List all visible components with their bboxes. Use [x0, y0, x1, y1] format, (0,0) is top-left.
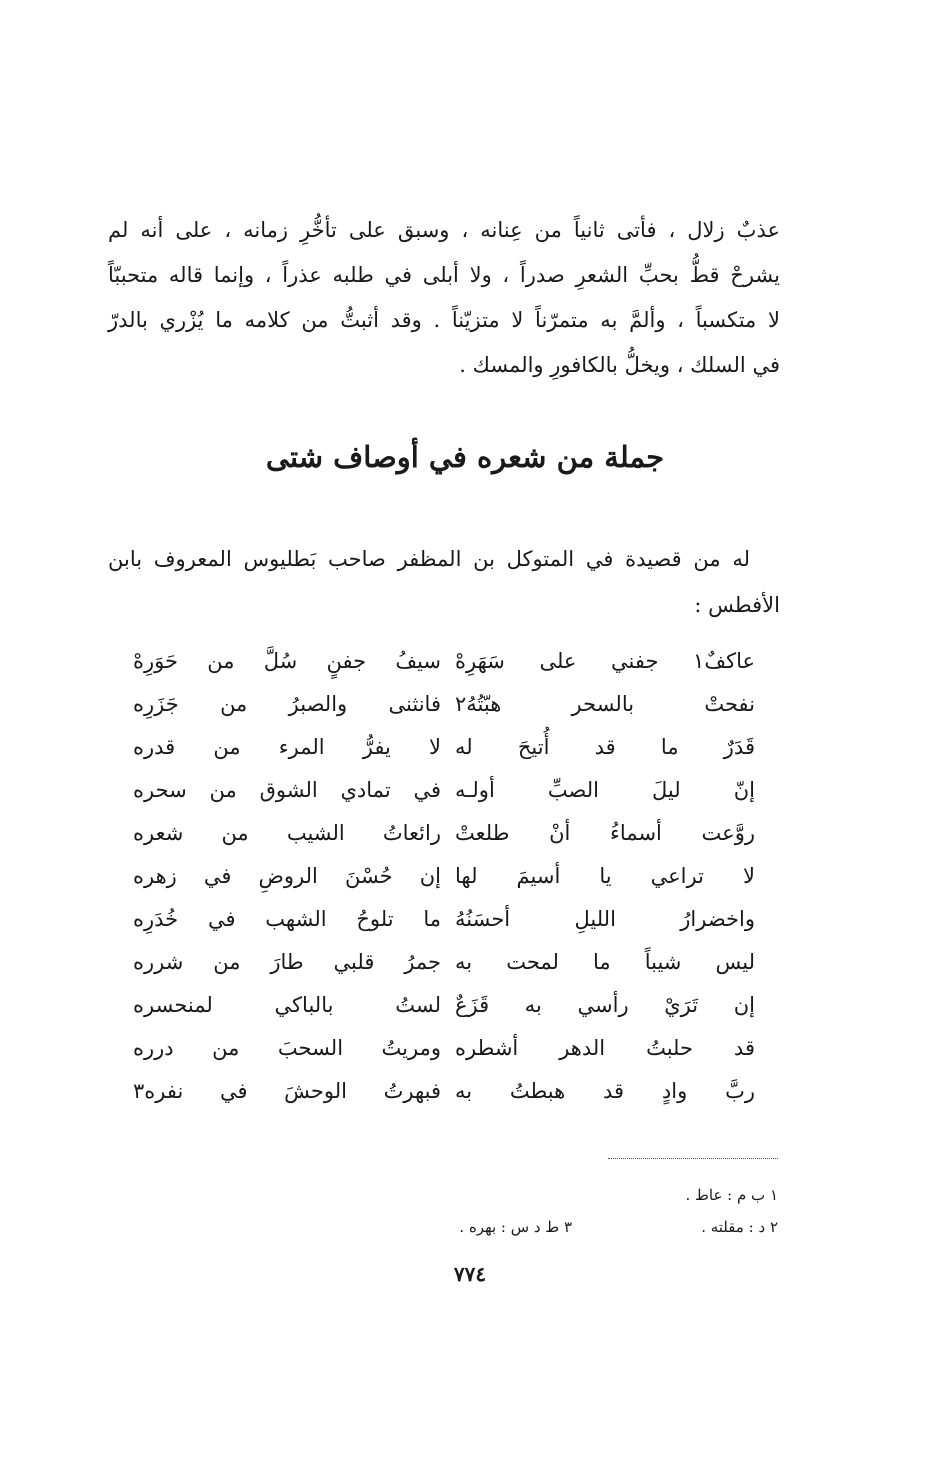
verse-first-hemistich: واخضرارُ الليلِ أحسَنُهُ: [455, 907, 755, 931]
section-heading: جملة من شعره في أوصاف شتى: [265, 440, 665, 474]
verse-first-hemistich: نفحتْ بالسحر هبّتُهُ٢: [455, 692, 755, 716]
verse: [133, 855, 755, 898]
verse: [133, 812, 755, 855]
verse-first-hemistich: قَدَرٌ ما قد أُتيحَ له: [455, 735, 755, 759]
verse: [133, 1070, 755, 1113]
verse-second-hemistich: ما تلوحُ الشهب في خُدَرِه: [133, 907, 441, 931]
verse: [133, 769, 755, 812]
verse-second-hemistich: لا يفرُّ المرء من قدره: [133, 735, 441, 759]
intro-line: الأفطس :: [694, 593, 780, 617]
verse-first-hemistich: إنّ ليلَ الصبِّ أولـه: [455, 778, 755, 802]
intro-paragraph: [108, 536, 780, 628]
verse-first-hemistich: لا تراعي يا أسيمَ لها: [455, 864, 755, 888]
prose-paragraph: [108, 208, 780, 388]
poem: [133, 640, 755, 1113]
verse-first-hemistich: إن تَرَيْ رأسي به قَزَعٌ: [455, 993, 755, 1017]
verse: [133, 640, 755, 683]
verse-first-hemistich: ليس شيباً ما لمحت به: [455, 950, 755, 974]
page-number: ٧٧٤: [453, 1262, 487, 1286]
verse-first-hemistich: روَّعت أسماءُ أنْ طلعتْ: [455, 821, 755, 845]
footnote-1: ١ ب م : عاط .: [685, 1186, 778, 1204]
prose-line: عذبٌ زلال ، فأتى ثانياً من عِنانه ، وسبق على تأخُّرِ زمانه ، على أنه لم: [108, 218, 780, 242]
prose-line: لا متكسباً ، وألمَّ به متمرّناً لا متزيّناً . وقد أثبتُّ من كلامه ما يُزْري بالدرّ: [108, 308, 780, 332]
verse-second-hemistich: رائعاتُ الشيب من شعره: [133, 821, 441, 845]
verse-first-hemistich: عاكفٌ١ جفني على سَهَرِهْ: [455, 649, 755, 673]
verse: [133, 726, 755, 769]
prose-line: في السلك ، ويخلُّ بالكافورِ والمسك .: [459, 353, 780, 377]
verse-first-hemistich: ربَّ وادٍ قد هبطتُ به: [455, 1079, 755, 1103]
footnote-3: ٣ ط د س : بهره .: [459, 1218, 572, 1236]
verse: [133, 941, 755, 984]
verse-second-hemistich: في تمادي الشوق من سحره: [133, 778, 441, 802]
verse-second-hemistich: ومريتُ السحبَ من درره: [133, 1036, 441, 1060]
verse-second-hemistich: فبهرتُ الوحشَ في نفره٣: [133, 1079, 441, 1103]
verse: [133, 1027, 755, 1070]
verse-second-hemistich: جمرُ قلبي طارَ من شرره: [133, 950, 441, 974]
verse: [133, 984, 755, 1027]
verse-second-hemistich: إن حُسْنَ الروضِ في زهره: [133, 864, 441, 888]
verse-second-hemistich: لستُ بالباكي لمنحسره: [133, 993, 441, 1017]
footnote-divider: [608, 1158, 778, 1159]
verse-second-hemistich: سيفُ جفنٍ سُلَّ من حَوَرِهْ: [133, 649, 441, 673]
prose-line: يشرحْ قطُّ بحبِّ الشعرِ صدراً ، ولا أبلى في طلبه عذراً ، وإنما قاله متحببّاً: [108, 263, 780, 287]
verse: [133, 683, 755, 726]
verse-first-hemistich: قد حلبتُ الدهر أشطره: [455, 1036, 755, 1060]
footnote-2: ٢ د : مقلته .: [701, 1218, 778, 1236]
verse: [133, 898, 755, 941]
verse-second-hemistich: فانثنى والصبرُ من جَزَرِه: [133, 692, 441, 716]
intro-line: له من قصيدة في المتوكل بن المظفر صاحب بَطليوس المعروف بابن: [108, 547, 750, 571]
